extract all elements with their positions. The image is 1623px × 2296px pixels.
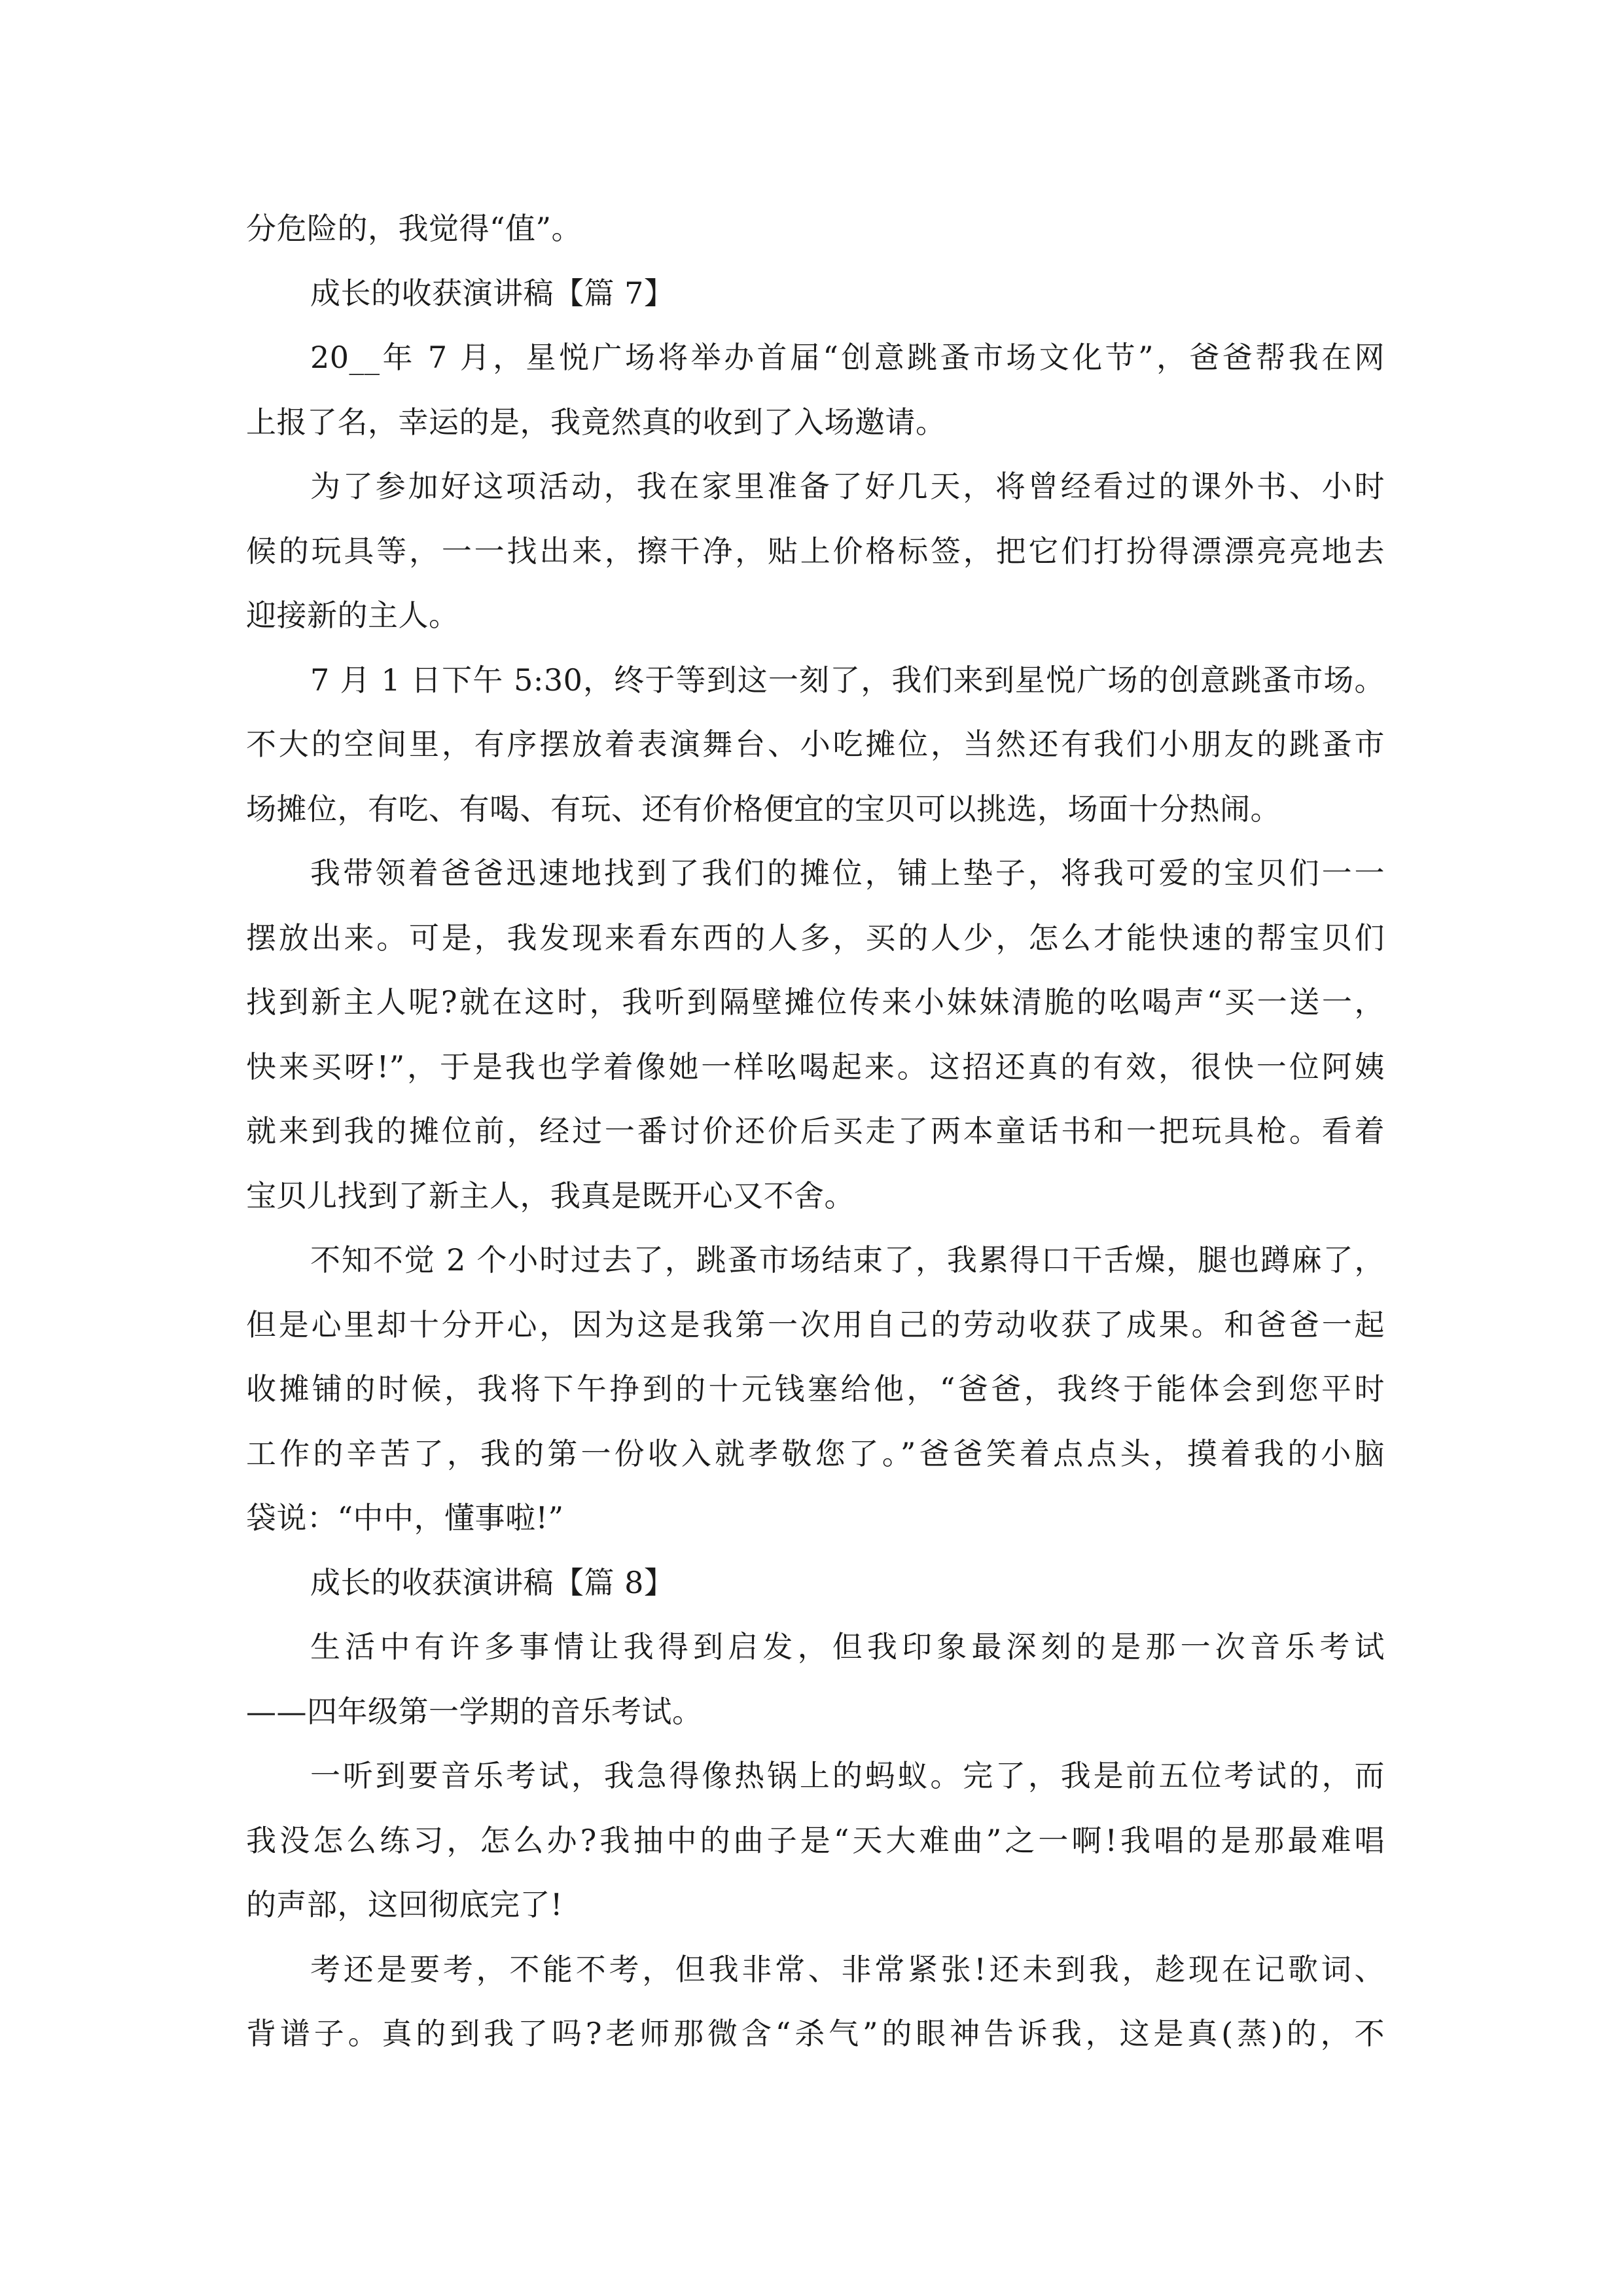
text-line: 我没怎么练习，怎么办?我抽中的曲子是“天大难曲”之一啊!我唱的是那最难唱 bbox=[246, 1822, 1385, 1858]
text-line: 考还是要考，不能不考，但我非常、非常紧张!还未到我，趁现在记歌词、 bbox=[310, 1951, 1385, 1987]
text-line: 为了参加好这项活动，我在家里准备了好几天，将曾经看过的课外书、小时 bbox=[310, 469, 1385, 504]
text-line: ——四年级第一学期的音乐考试。 bbox=[246, 1693, 703, 1729]
text-line: 宝贝儿找到了新主人，我真是既开心又不舍。 bbox=[246, 1177, 855, 1213]
text-line: 收摊铺的时候，我将下午挣到的十元钱塞给他，“爸爸，我终于能体会到您平时 bbox=[246, 1371, 1385, 1407]
text-line: 摆放出来。可是，我发现来看东西的人多，买的人少，怎么才能快速的帮宝贝们 bbox=[246, 920, 1385, 956]
text-line: 20__年 7 月，星悦广场将举办首届“创意跳蚤市场文化节”，爸爸帮我在网 bbox=[310, 340, 1385, 375]
text-line: 工作的辛苦了，我的第一份收入就孝敬您了。”爸爸笑着点点头，摸着我的小脑 bbox=[246, 1435, 1385, 1471]
text-line: 找到新主人呢?就在这时，我听到隔壁摊位传来小妹妹清脆的吆喝声“买一送一， bbox=[246, 984, 1385, 1020]
text-line: 7 月 1 日下午 5:30，终于等到这一刻了，我们来到星悦广场的创意跳蚤市场。 bbox=[310, 662, 1385, 698]
text-line: 我带领着爸爸迅速地找到了我们的摊位，铺上垫子，将我可爱的宝贝们一一 bbox=[310, 855, 1385, 891]
document-page bbox=[246, 196, 1385, 2066]
text-line: 不知不觉 2 个小时过去了，跳蚤市场结束了，我累得口干舌燥，腿也蹲麻了， bbox=[310, 1242, 1385, 1278]
text-line: 候的玩具等，一一找出来，擦干净，贴上价格标签，把它们打扮得漂漂亮亮地去 bbox=[246, 533, 1385, 569]
text-line: 一听到要音乐考试，我急得像热锅上的蚂蚁。完了，我是前五位考试的，而 bbox=[310, 1758, 1385, 1793]
text-line: 不大的空间里，有序摆放着表演舞台、小吃摊位，当然还有我们小朋友的跳蚤市 bbox=[246, 726, 1385, 762]
text-line: 分危险的，我觉得“值”。 bbox=[246, 211, 582, 246]
text-line: 快来买呀!”，于是我也学着像她一样吆喝起来。这招还真的有效，很快一位阿姨 bbox=[246, 1049, 1385, 1085]
section-heading: 成长的收获演讲稿【篇 8】 bbox=[310, 1564, 675, 1600]
text-line: 的声部，这回彻底完了! bbox=[246, 1887, 563, 1922]
text-line: 但是心里却十分开心，因为这是我第一次用自己的劳动收获了成果。和爸爸一起 bbox=[246, 1306, 1385, 1342]
text-line: 背谱子。真的到我了吗?老师那微含“杀气”的眼神告诉我，这是真(蒸)的，不 bbox=[246, 2016, 1385, 2051]
text-line: 袋说：“中中，懂事啦!” bbox=[246, 1500, 564, 1535]
text-line: 迎接新的主人。 bbox=[246, 598, 459, 633]
text-line: 上报了名，幸运的是，我竟然真的收到了入场邀请。 bbox=[246, 404, 946, 440]
text-line: 生活中有许多事情让我得到启发，但我印象最深刻的是那一次音乐考试 bbox=[310, 1629, 1385, 1664]
text-line: 就来到我的摊位前，经过一番讨价还价后买走了两本童话书和一把玩具枪。看着 bbox=[246, 1113, 1385, 1149]
text-line: 场摊位，有吃、有喝、有玩、还有价格便宜的宝贝可以挑选，场面十分热闹。 bbox=[246, 791, 1281, 827]
section-heading: 成长的收获演讲稿【篇 7】 bbox=[310, 275, 675, 311]
